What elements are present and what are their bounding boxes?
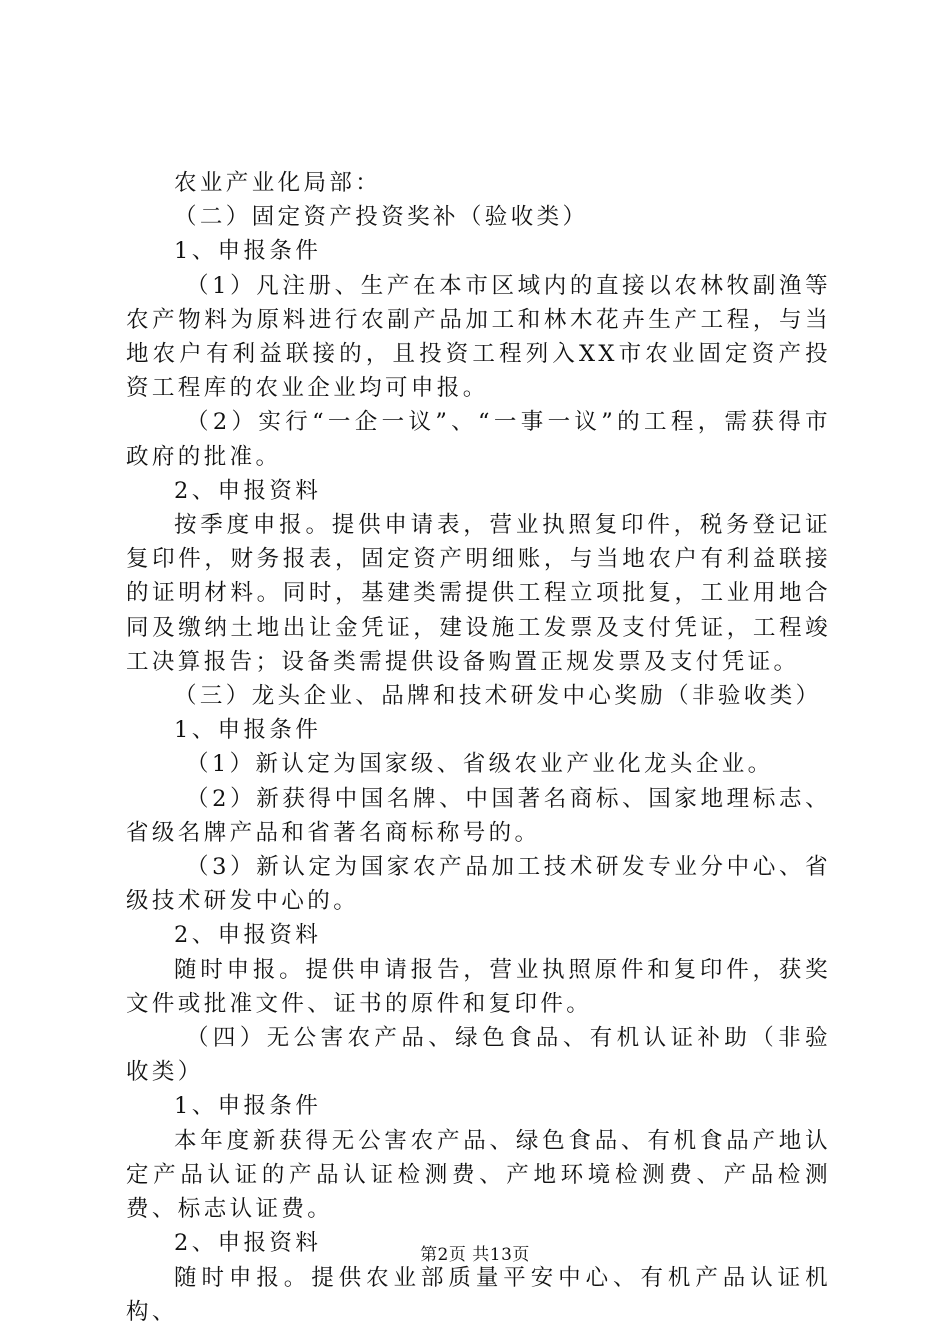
condition-item: （2）实行“一企一议”、“一事一议”的工程，需获得市政府的批准。	[126, 409, 831, 470]
page-number-footer: 第2页 共13页	[420, 1245, 530, 1265]
subheading-conditions: 1、申报条件	[174, 238, 322, 265]
condition-item: （1）凡注册、生产在本市区域内的直接以农林牧副渔等农产物料为原料进行农副产品加工和林木花卉生产工程，与当地农户有利益联接的，且投资工程列入XX市农业固定资产投资工程库的农业企业均可申报。	[126, 272, 831, 402]
condition-item: （2）新获得中国名牌、中国著名商标、国家地理标志、省级名牌产品和省著名商标称号的。	[126, 785, 831, 846]
condition-item: （3）新认定为国家农产品加工技术研发专业分中心、省级技术研发中心的。	[126, 854, 831, 915]
materials-paragraph: 随时申报。提供农业部质量平安中心、有机产品认证机构、	[126, 1264, 831, 1325]
subheading-materials: 2、申报资料	[174, 1230, 322, 1257]
condition-item: （1）新认定为国家级、省级农业产业化龙头企业。	[186, 751, 774, 778]
heading-department: 农业产业化局部：	[174, 170, 382, 196]
section-heading-fixed-asset: （二）固定资产投资奖补（验收类）	[174, 204, 589, 231]
conditions-paragraph: 本年度新获得无公害农产品、绿色食品、有机食品产地认定产品认证的产品认证检测费、产地环境检测费、产品检测费、标志认证费。	[126, 1127, 831, 1223]
materials-paragraph: 随时申报。提供申请报告，营业执照原件和复印件，获奖文件或批准文件、证书的原件和复印件。	[126, 956, 831, 1017]
section-heading-leading-enterprise: （三）龙头企业、品牌和技术研发中心奖励（非验收类）	[174, 683, 822, 710]
document-body	[126, 166, 831, 1329]
section-heading-certification-subsidy: （四）无公害农产品、绿色食品、有机认证补助（非验收类）	[126, 1025, 831, 1086]
subheading-materials: 2、申报资料	[174, 477, 322, 504]
subheading-conditions: 1、申报条件	[174, 717, 322, 744]
subheading-conditions: 1、申报条件	[174, 1093, 322, 1120]
subheading-materials: 2、申报资料	[174, 922, 322, 949]
materials-paragraph: 按季度申报。提供申请表，营业执照复印件，税务登记证复印件，财务报表，固定资产明细账，与当地农户有利益联接的证明材料。同时，基建类需提供工程立项批复，工业用地合同及缴纳土地出让金凭证，建设施工发票及支付凭证，工程竣工决算报告；设备类需提供设备购置正规发票及支付凭证。	[126, 512, 831, 675]
